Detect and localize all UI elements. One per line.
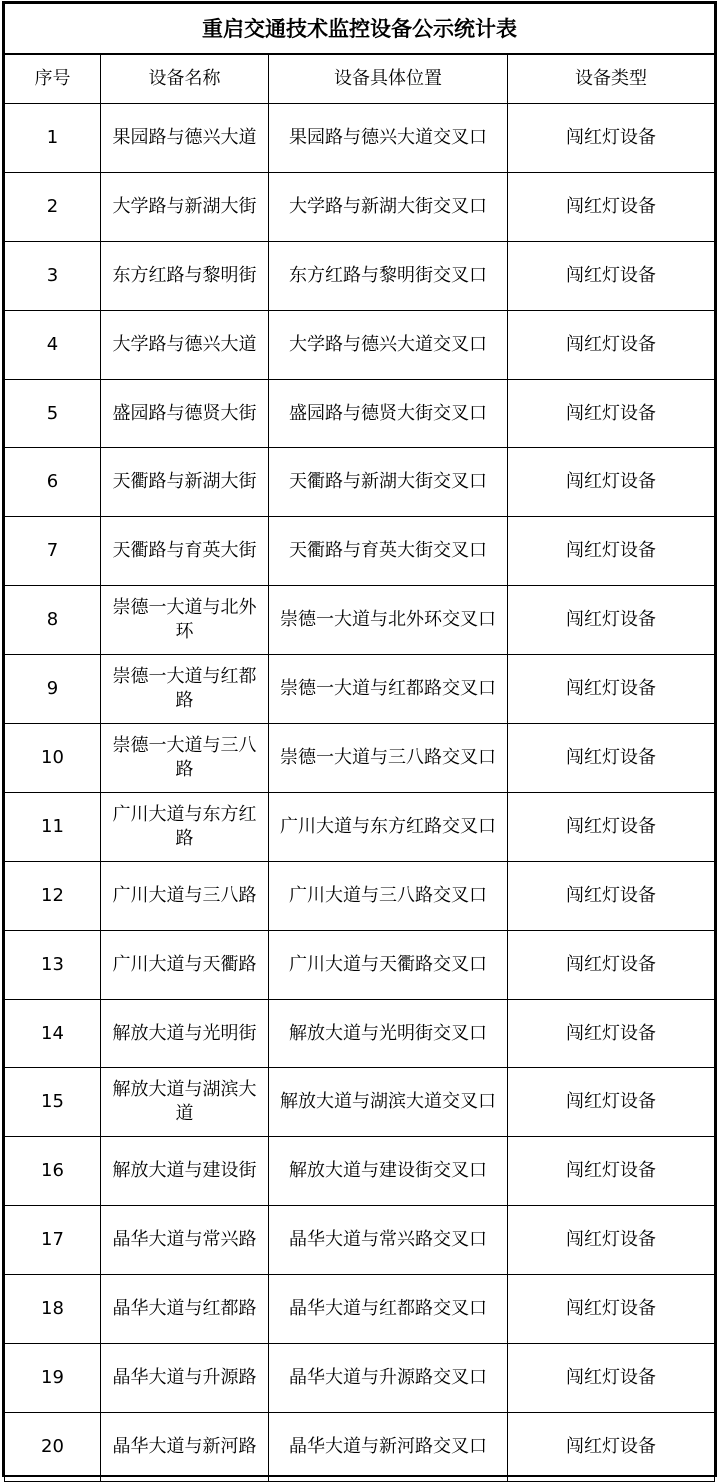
cell-name: 广川大道与三八路 [101,861,269,930]
cell-type: 闯红灯设备 [508,241,715,310]
table-row [5,379,715,448]
cell-no: 15 [5,1068,101,1137]
cell-name: 广川大道与天衢路 [101,930,269,999]
cell-no: 13 [5,930,101,999]
table-row [5,1068,715,1137]
header-name: 设备名称 [101,54,269,104]
header-row [5,54,715,104]
table-row [5,1137,715,1206]
cell-no: 12 [5,861,101,930]
table-row [5,930,715,999]
table-row [5,792,715,861]
table-row [5,1206,715,1275]
cell-no: 14 [5,999,101,1068]
cell-location: 广川大道与天衢路交叉口 [269,930,508,999]
cell-type: 闯红灯设备 [508,1137,715,1206]
cell-location: 果园路与德兴大道交叉口 [269,104,508,173]
cell-name: 晶华大道与常兴路 [101,1206,269,1275]
cell-name: 解放大道与湖滨大道 [101,1068,269,1137]
table-body [5,104,715,1482]
cell-name: 果园路与德兴大道 [101,104,269,173]
cell-name: 崇德一大道与红都路 [101,655,269,724]
cell-no: 3 [5,241,101,310]
cell-name: 大学路与新湖大街 [101,172,269,241]
cell-no: 18 [5,1275,101,1344]
cell-type: 闯红灯设备 [508,999,715,1068]
cell-location: 晶华大道与红都路交叉口 [269,1275,508,1344]
header-location: 设备具体位置 [269,54,508,104]
table-row [5,310,715,379]
cell-type: 闯红灯设备 [508,104,715,173]
cell-location: 解放大道与建设街交叉口 [269,1137,508,1206]
table-row [5,241,715,310]
table-row [5,1344,715,1413]
cell-location: 晶华大道与升源路交叉口 [269,1344,508,1413]
cell-type: 闯红灯设备 [508,379,715,448]
cell-name: 晶华大道与红都路 [101,1275,269,1344]
cell-no: 8 [5,586,101,655]
cell-no: 9 [5,655,101,724]
table-row [5,448,715,517]
cell-location: 东方红路与黎明街交叉口 [269,241,508,310]
cell-type: 闯红灯设备 [508,930,715,999]
cell-type: 闯红灯设备 [508,448,715,517]
cell-type: 闯红灯设备 [508,1206,715,1275]
table-row [5,861,715,930]
table-row [5,1412,715,1481]
cell-no: 16 [5,1137,101,1206]
cell-type: 闯红灯设备 [508,724,715,793]
title-row [5,4,715,55]
header-type: 设备类型 [508,54,715,104]
cell-location: 晶华大道与新河路交叉口 [269,1412,508,1481]
cell-location: 晶华大道与常兴路交叉口 [269,1206,508,1275]
table-row [5,999,715,1068]
cell-name: 天衢路与育英大街 [101,517,269,586]
cell-location: 解放大道与湖滨大道交叉口 [269,1068,508,1137]
table-row [5,517,715,586]
header-no: 序号 [5,54,101,104]
cell-type: 闯红灯设备 [508,1068,715,1137]
cell-no: 6 [5,448,101,517]
cell-location: 崇德一大道与北外环交叉口 [269,586,508,655]
statistics-sheet [2,1,717,1477]
table-row [5,172,715,241]
cell-type: 闯红灯设备 [508,172,715,241]
cell-type: 闯红灯设备 [508,586,715,655]
cell-name: 盛园路与德贤大街 [101,379,269,448]
cell-no: 20 [5,1412,101,1481]
cell-name: 大学路与德兴大道 [101,310,269,379]
cell-type: 闯红灯设备 [508,1412,715,1481]
cell-location: 盛园路与德贤大街交叉口 [269,379,508,448]
cell-no: 17 [5,1206,101,1275]
cell-type: 闯红灯设备 [508,1275,715,1344]
table-row [5,1275,715,1344]
cell-location: 广川大道与三八路交叉口 [269,861,508,930]
cell-location: 崇德一大道与三八路交叉口 [269,724,508,793]
cell-type: 闯红灯设备 [508,517,715,586]
cell-location: 解放大道与光明街交叉口 [269,999,508,1068]
cell-name: 晶华大道与新河路 [101,1412,269,1481]
cell-name: 天衢路与新湖大街 [101,448,269,517]
cell-no: 4 [5,310,101,379]
device-table [4,3,715,1482]
cell-name: 晶华大道与升源路 [101,1344,269,1413]
cell-no: 5 [5,379,101,448]
cell-type: 闯红灯设备 [508,861,715,930]
cell-type: 闯红灯设备 [508,792,715,861]
cell-no: 11 [5,792,101,861]
cell-no: 10 [5,724,101,793]
table-row [5,586,715,655]
cell-name: 崇德一大道与三八路 [101,724,269,793]
cell-type: 闯红灯设备 [508,655,715,724]
table-row [5,104,715,173]
cell-name: 广川大道与东方红路 [101,792,269,861]
cell-location: 天衢路与育英大街交叉口 [269,517,508,586]
table-row [5,724,715,793]
cell-location: 广川大道与东方红路交叉口 [269,792,508,861]
cell-location: 大学路与新湖大街交叉口 [269,172,508,241]
cell-type: 闯红灯设备 [508,310,715,379]
cell-name: 崇德一大道与北外环 [101,586,269,655]
table-title: 重启交通技术监控设备公示统计表 [5,4,715,55]
table-row [5,655,715,724]
cell-name: 解放大道与光明街 [101,999,269,1068]
cell-no: 19 [5,1344,101,1413]
cell-no: 7 [5,517,101,586]
cell-location: 崇德一大道与红都路交叉口 [269,655,508,724]
cell-no: 2 [5,172,101,241]
cell-no: 1 [5,104,101,173]
cell-name: 东方红路与黎明街 [101,241,269,310]
cell-type: 闯红灯设备 [508,1344,715,1413]
cell-name: 解放大道与建设街 [101,1137,269,1206]
cell-location: 天衢路与新湖大街交叉口 [269,448,508,517]
cell-location: 大学路与德兴大道交叉口 [269,310,508,379]
